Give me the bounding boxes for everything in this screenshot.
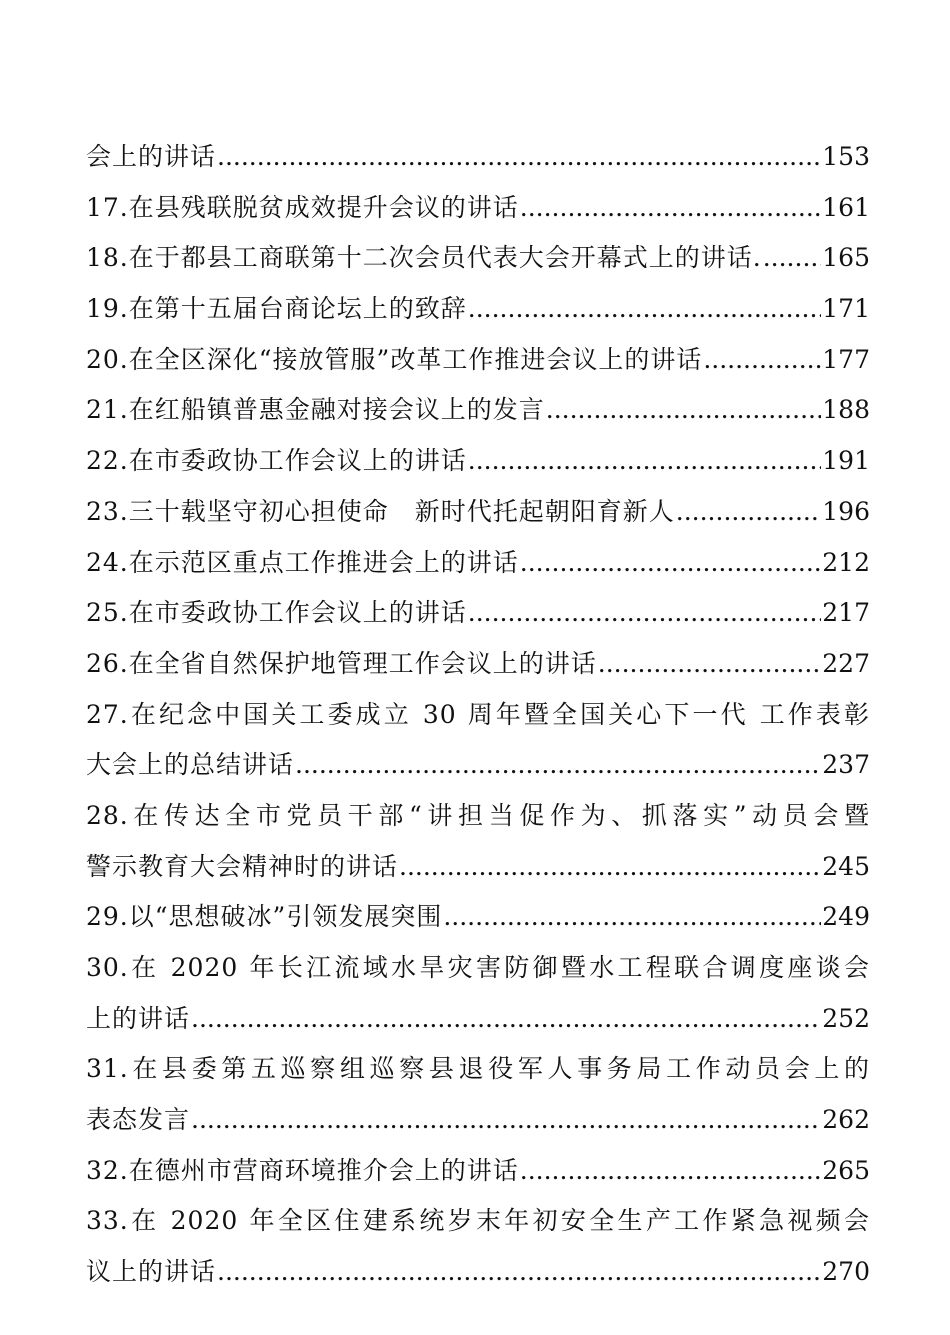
toc-line [86,639,870,690]
toc-title: 上的讲话 [86,1003,191,1033]
dot-leader [443,892,821,943]
dot-leader [520,183,822,234]
toc-entry[interactable] [86,183,870,234]
page-number: 262 [822,1105,870,1135]
dot-leader [546,385,822,436]
toc-line [86,233,870,284]
page-number: 161 [822,192,870,222]
page-number: 227 [822,648,870,678]
toc-line [86,892,870,943]
page-number: 191 [822,446,870,476]
toc-title: 32.在德州市营商环境推介会上的讲话 [86,1155,519,1185]
page-number: 165 [822,243,870,273]
toc-entry[interactable] [86,588,870,639]
dot-leader [676,487,822,538]
toc-line [86,1095,870,1146]
toc-title: 警示教育大会精神时的讲话 [86,851,399,881]
toc-line [86,284,870,335]
page-number: 188 [822,395,870,425]
page-number: 212 [822,547,870,577]
dot-leader [520,538,822,589]
dot-leader [399,842,821,893]
toc-line [86,385,870,436]
toc-entry[interactable] [86,538,870,589]
dot-leader [191,1095,821,1146]
toc-entry[interactable] [86,639,870,690]
dot-leader [295,740,821,791]
toc-title: 表态发言 [86,1105,191,1135]
toc-title: 17.在县残联脱贫成效提升会议的讲话 [86,192,519,222]
toc-entry[interactable] [86,132,870,183]
toc-line [86,436,870,487]
dot-leader [763,233,822,284]
toc-line [86,538,870,589]
page-number: 245 [822,851,870,881]
dot-leader [468,436,822,487]
toc-title-line: 27.在纪念中国关工委成立 30 周年暨全国关心下一代 工作表彰 [86,699,870,729]
toc-title: 21.在红船镇普惠金融对接会议上的发言 [86,395,545,425]
page-number: 237 [822,750,870,780]
toc-line [86,842,870,893]
toc-title: 22.在市委政协工作会议上的讲话 [86,446,467,476]
dot-leader [598,639,822,690]
page-number: 270 [822,1257,870,1287]
page-number: 171 [822,294,870,324]
toc-entry[interactable] [86,892,870,943]
toc-title: 议上的讲话 [86,1257,217,1287]
table-of-contents [86,132,870,1298]
toc-line [86,1247,870,1298]
toc-entry[interactable] [86,1146,870,1197]
toc-title-line: 33.在 2020 年全区住建系统岁末年初安全生产工作紧急视频会 [86,1206,870,1236]
toc-title-line: 30.在 2020 年长江流域水旱灾害防御暨水工程联合调度座谈会 [86,953,870,982]
toc-title-line: 28.在传达全市党员干部“讲担当促作为、抓落实”动员会暨 [86,800,870,830]
toc-entry[interactable] [86,385,870,436]
page-number: 217 [822,598,870,628]
toc-title: 25.在市委政协工作会议上的讲话 [86,598,467,628]
toc-title: 20.在全区深化“接放管服”改革工作推进会议上的讲话 [86,344,703,374]
dot-leader [191,994,821,1045]
toc-entry[interactable] [86,233,870,284]
toc-line [86,487,870,538]
dot-leader [703,335,821,386]
toc-line [86,588,870,639]
page-number: 252 [822,1003,870,1033]
toc-entry[interactable] [86,1196,870,1297]
toc-line [86,740,870,791]
toc-line [86,132,870,183]
dot-leader [217,132,821,183]
toc-entry[interactable] [86,690,870,791]
toc-entry[interactable] [86,487,870,538]
toc-entry[interactable] [86,1044,870,1145]
dot-leader [520,1146,822,1197]
toc-title: 24.在示范区重点工作推进会上的讲话 [86,547,519,577]
toc-entry[interactable] [86,943,870,1044]
page-number: 265 [822,1155,870,1185]
page-number: 196 [822,496,870,526]
page-number: 153 [822,142,870,171]
toc-title: 29.以“思想破冰”引领发展突围 [86,902,443,932]
toc-title: 大会上的总结讲话 [86,750,295,780]
dot-leader [217,1247,821,1298]
dot-leader [468,588,822,639]
toc-title: 会上的讲话 [86,142,217,171]
toc-line [86,1146,870,1197]
toc-entry[interactable] [86,436,870,487]
page-number: 249 [822,902,870,932]
toc-entry[interactable] [86,335,870,386]
dot-leader [468,284,822,335]
toc-title: 23.三十载坚守初心担使命 新时代托起朝阳育新人 [86,496,675,526]
toc-title: 26.在全省自然保护地管理工作会议上的讲话 [86,648,597,678]
page-number: 177 [822,344,870,374]
toc-entry[interactable] [86,791,870,892]
toc-title-line: 31.在县委第五巡察组巡察县退役军人事务局工作动员会上的 [86,1054,870,1084]
toc-line [86,335,870,386]
toc-line [86,183,870,234]
toc-title: 19.在第十五届台商论坛上的致辞 [86,294,467,324]
toc-line [86,994,870,1045]
toc-title: 18.在于都县工商联第十二次会员代表大会开幕式上的讲话. [86,243,762,273]
toc-entry[interactable] [86,284,870,335]
